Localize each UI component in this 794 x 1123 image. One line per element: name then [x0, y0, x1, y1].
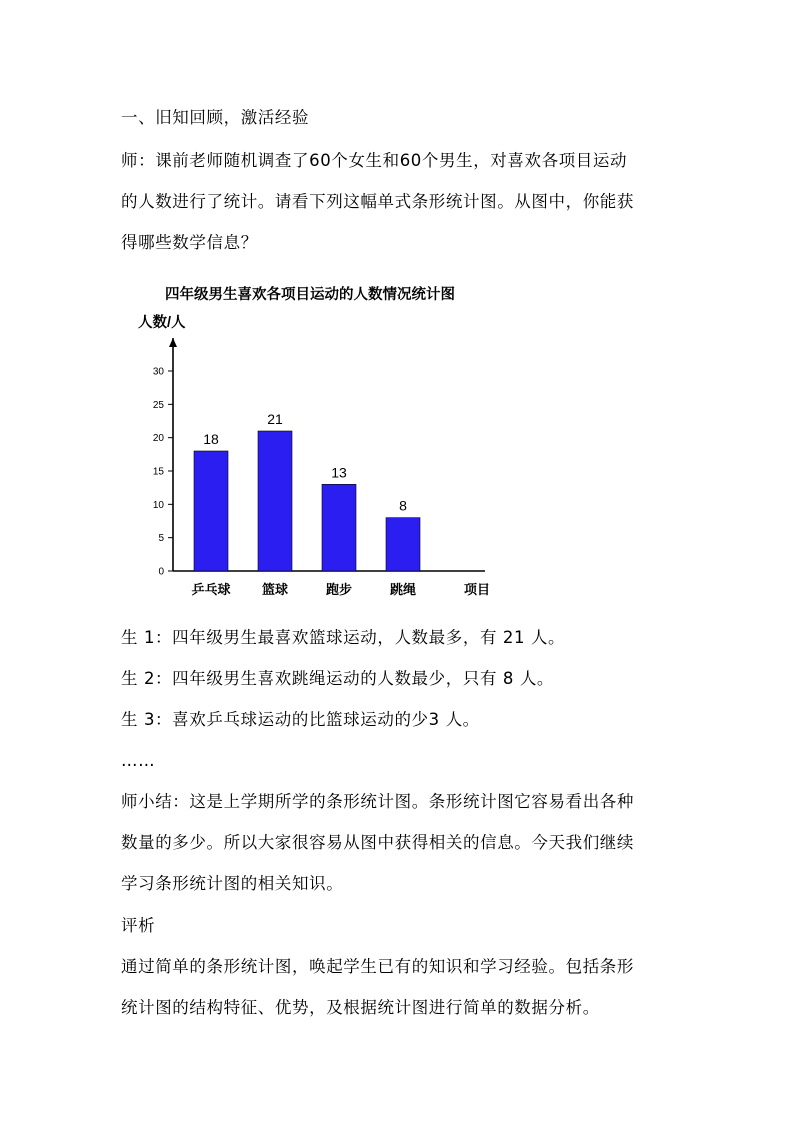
x-category-label: 篮球 — [261, 582, 289, 597]
intro-paragraph — [121, 140, 681, 263]
chart-title: 四年级男生喜欢各项目运动的人数情况统计图 — [165, 287, 455, 303]
bar — [322, 484, 356, 571]
chart-bars — [194, 411, 420, 571]
chart-x-axis-label: 项目 — [463, 582, 491, 597]
bar-value-label: 8 — [399, 497, 407, 514]
y-tick-label: 10 — [152, 499, 164, 511]
summary-line: 数量的多少。所以大家很容易从图中获得相关的信息。今天我们继续 — [121, 833, 634, 852]
x-category-label: 乒乓球 — [191, 582, 231, 597]
bar-chart — [110, 272, 530, 612]
bar-chart-svg — [110, 272, 530, 612]
analysis-section — [121, 905, 681, 1028]
student-answer: 生 2：四年级男生喜欢跳绳运动的人数最少，只有 8 人。 — [121, 669, 555, 688]
student-answer: 生 3：喜欢乒乓球运动的比篮球运动的少3 人。 — [121, 710, 480, 729]
intro-line: 师：课前老师随机调查了60个女生和60个男生，对喜欢各项目运动 — [121, 151, 628, 170]
x-category-label: 跑步 — [325, 582, 353, 597]
chart-x-axis — [173, 571, 485, 597]
y-tick-label: 15 — [152, 466, 164, 478]
bar — [386, 518, 420, 571]
x-category-label: 跳绳 — [389, 582, 417, 597]
y-axis-arrow — [169, 338, 177, 347]
chart-y-axis — [153, 338, 177, 578]
y-tick-label: 20 — [152, 433, 164, 445]
intro-line: 得哪些数学信息？ — [121, 233, 258, 252]
summary-line: 师小结：这是上学期所学的条形统计图。条形统计图它容易看出各种 — [121, 792, 634, 811]
student-answer: 生 1：四年级男生最喜欢篮球运动，人数最多，有 21 人。 — [121, 628, 566, 647]
chart-y-axis-label: 人数/人 — [138, 315, 186, 331]
analysis-line: 通过简单的条形统计图，唤起学生已有的知识和学习经验。包括条形 — [121, 957, 634, 976]
bar — [258, 431, 292, 571]
summary-line: 学习条形统计图的相关知识。 — [121, 874, 344, 893]
section-heading-text: 一、旧知回顾，激活经验 — [121, 108, 310, 127]
intro-line: 的人数进行了统计。请看下列这幅单式条形统计图。从图中，你能获 — [121, 192, 634, 211]
section-heading — [121, 97, 681, 138]
bar-value-label: 18 — [203, 431, 219, 447]
y-tick-label: 0 — [158, 566, 164, 578]
ellipsis: …… — [121, 751, 156, 770]
analysis-line: 统计图的结构特征、优势，及根据统计图进行简单的数据分析。 — [121, 998, 600, 1017]
analysis-heading: 评析 — [121, 916, 156, 935]
bar — [194, 451, 228, 571]
student-answers — [121, 617, 681, 781]
y-tick-label: 30 — [152, 366, 164, 378]
teacher-summary — [121, 781, 681, 904]
bar-value-label: 21 — [267, 411, 283, 427]
bar-value-label: 13 — [331, 464, 347, 481]
y-tick-label: 5 — [158, 533, 164, 545]
y-tick-label: 25 — [152, 399, 164, 411]
